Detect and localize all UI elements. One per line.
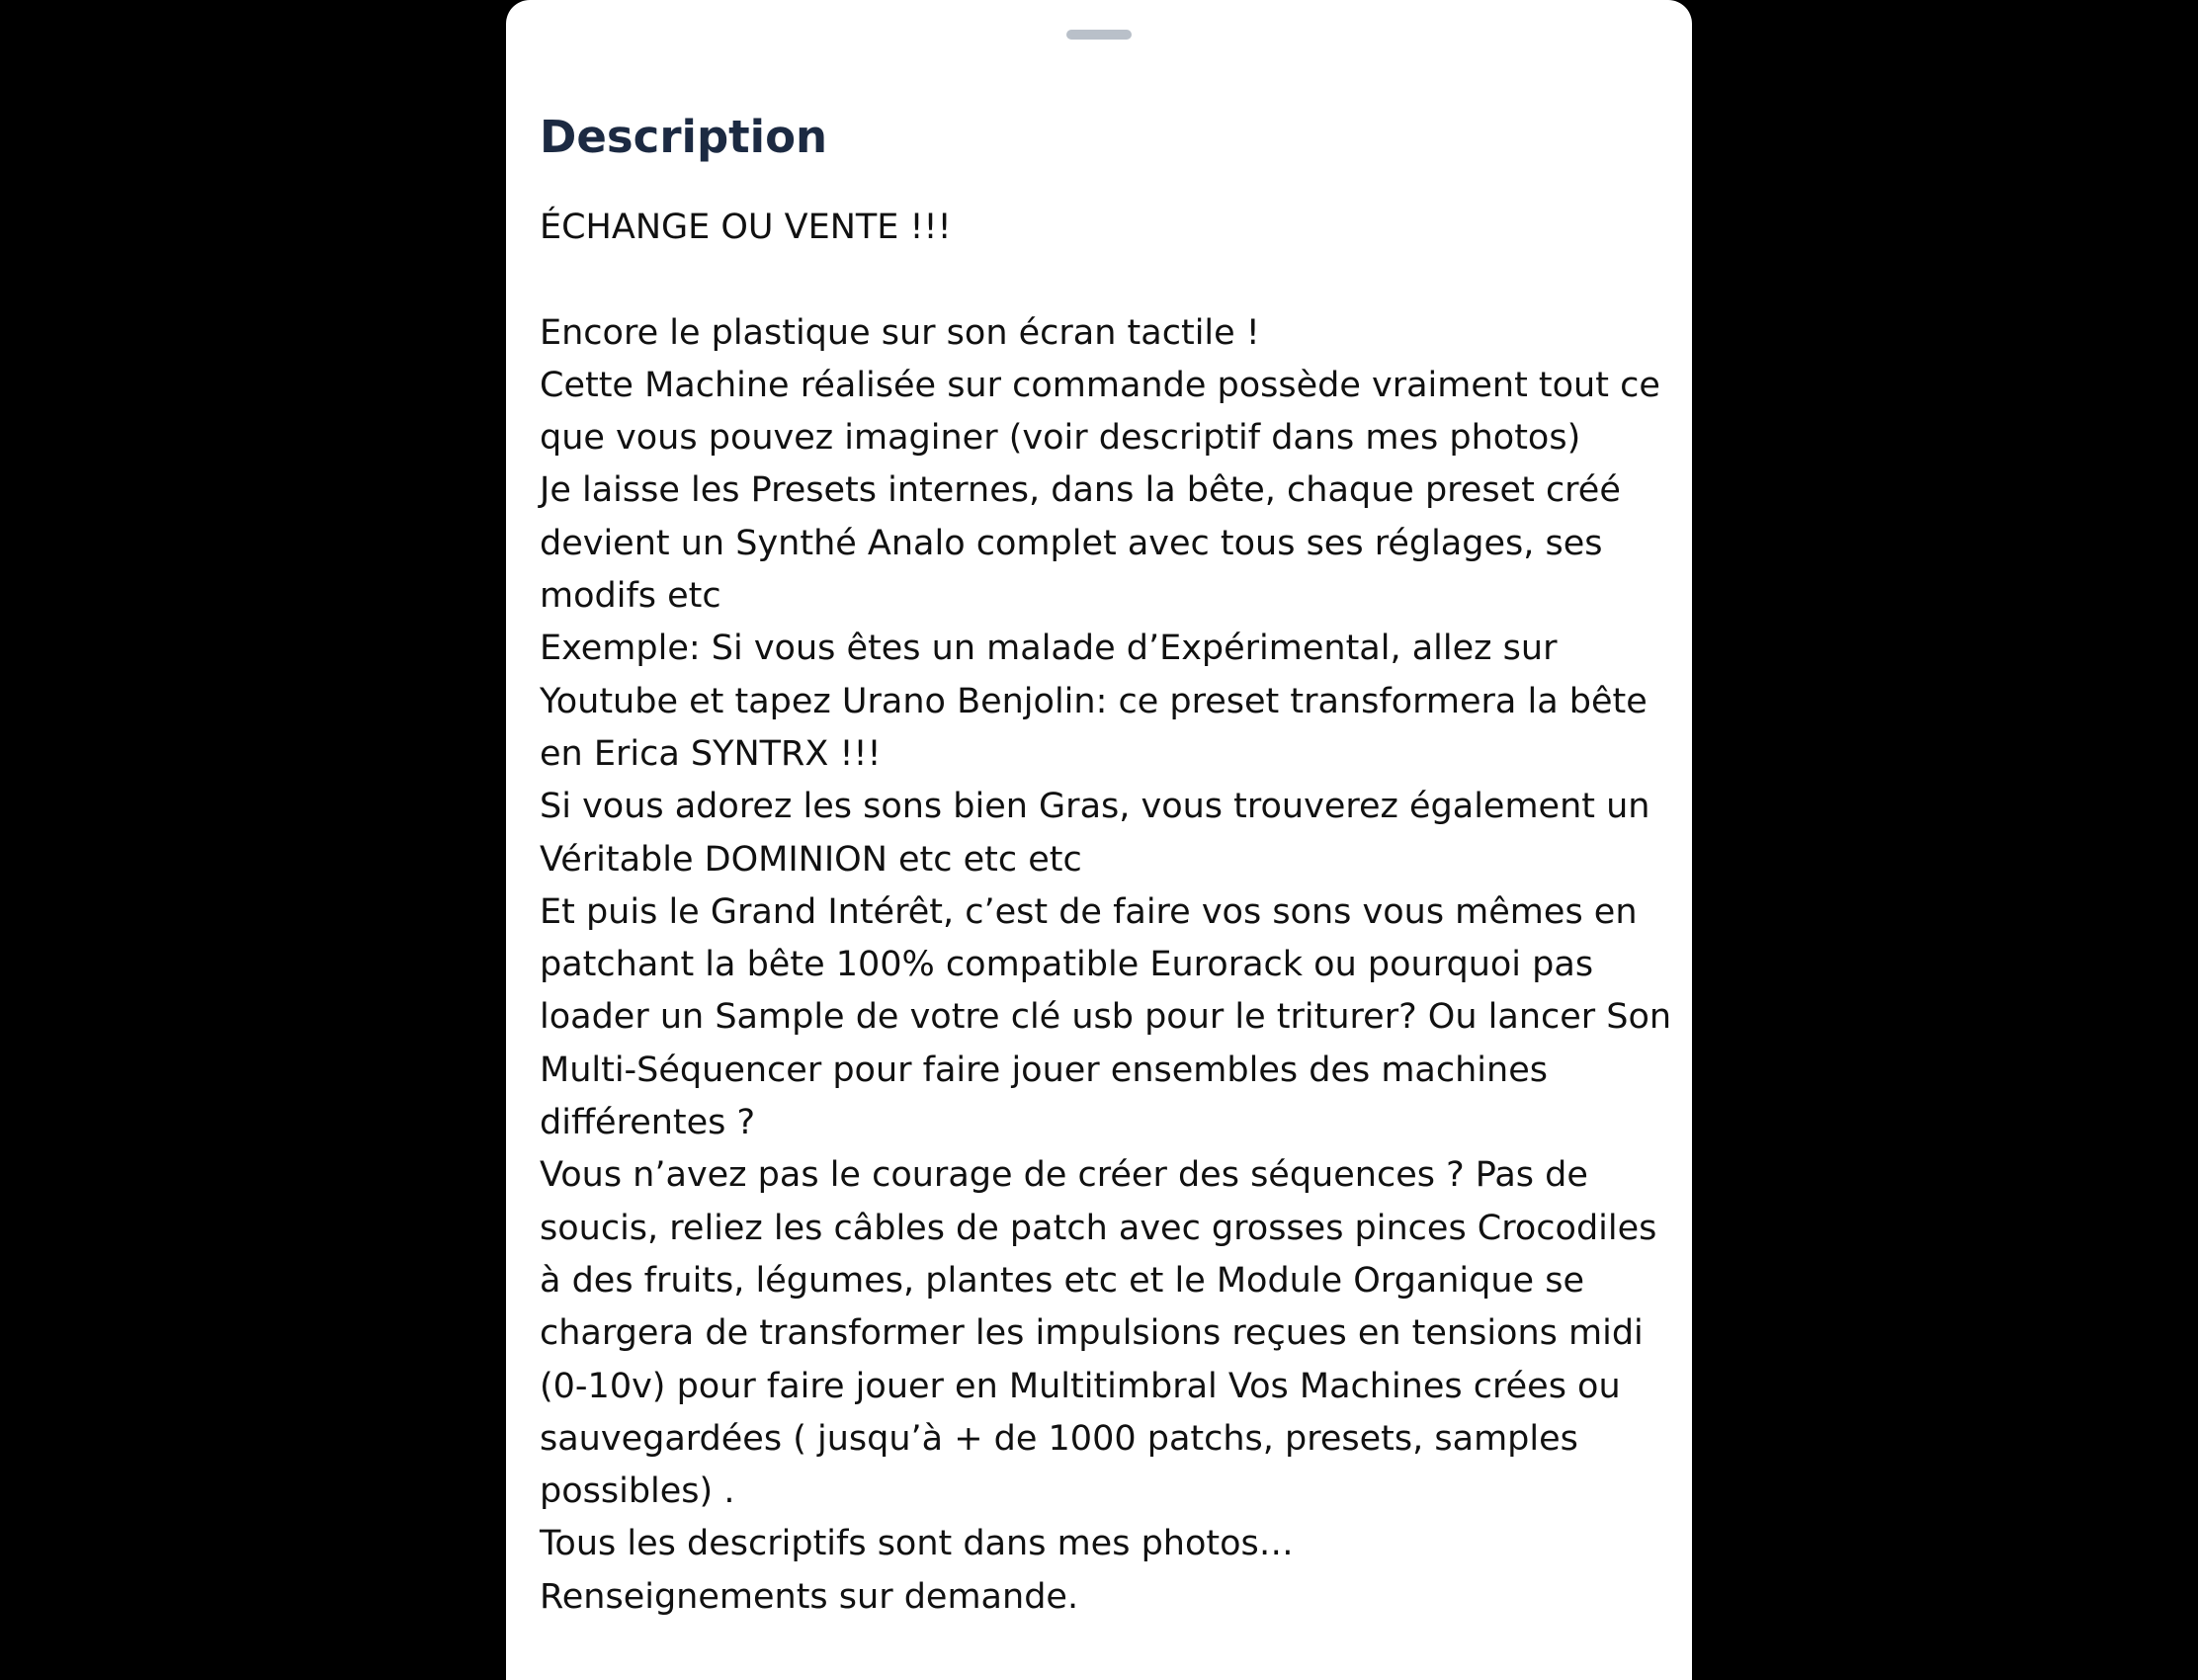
description-line: différentes ? — [540, 1103, 756, 1143]
description-line: en Erica SYNTRX !!! — [540, 733, 882, 774]
description-line: chargera de transformer les impulsions reçues en tensions midi — [540, 1313, 1644, 1354]
description-line: que vous pouvez imaginer (voir descriptif dans mes photos) — [540, 418, 1581, 459]
description-line: Exemple: Si vous êtes un malade d’Expérimental, allez sur — [540, 629, 1558, 669]
description-line: Je laisse les Presets internes, dans la bête, chaque preset créé — [540, 470, 1621, 511]
description-line: soucis, reliez les câbles de patch avec grosses pinces Crocodiles — [540, 1208, 1657, 1248]
description-line: Multi-Séquencer pour faire jouer ensembles des machines — [540, 1050, 1548, 1090]
description-line: Youtube et tapez Urano Benjolin: ce preset transformera la bête — [540, 681, 1648, 721]
description-line: Véritable DOMINION etc etc etc — [540, 839, 1082, 880]
description-line: ÉCHANGE OU VENTE !!! — [540, 208, 952, 247]
description-line: Et puis le Grand Intérêt, c’est de faire vos sons vous mêmes en — [540, 891, 1638, 932]
description-body — [540, 202, 1676, 1624]
description-line: (0-10v) pour faire jouer en Multitimbral Vos Machines crées ou — [540, 1366, 1621, 1406]
sheet-drag-handle[interactable] — [1066, 30, 1132, 40]
sheet-title: Description — [540, 111, 828, 163]
description-blank-line — [540, 254, 1676, 306]
description-line: Cette Machine réalisée sur commande possède vraiment tout ce — [540, 365, 1660, 405]
description-line: sauvegardées ( jusqu’à + de 1000 patchs, presets, samples — [540, 1418, 1578, 1459]
description-line: Vous n’avez pas le courage de créer des séquences ? Pas de — [540, 1155, 1588, 1196]
description-line: patchant la bête 100% compatible Eurorack ou pourquoi pas — [540, 945, 1594, 985]
description-line: possibles) . — [540, 1471, 735, 1512]
description-line: loader un Sample de votre clé usb pour le triturer? Ou lancer Son — [540, 997, 1672, 1038]
description-line: à des fruits, légumes, plantes etc et le Module Organique se — [540, 1260, 1584, 1301]
description-line: Encore le plastique sur son écran tactile ! — [540, 312, 1260, 353]
description-sheet — [506, 0, 1692, 1680]
description-line: Si vous adorez les sons bien Gras, vous trouverez également un — [540, 787, 1650, 827]
description-line: Renseignements sur demande. — [540, 1576, 1079, 1617]
description-line: Tous les descriptifs sont dans mes photos… — [540, 1524, 1294, 1564]
description-line: modifs etc — [540, 576, 721, 617]
description-line: devient un Synthé Analo complet avec tous ses réglages, ses — [540, 523, 1603, 563]
